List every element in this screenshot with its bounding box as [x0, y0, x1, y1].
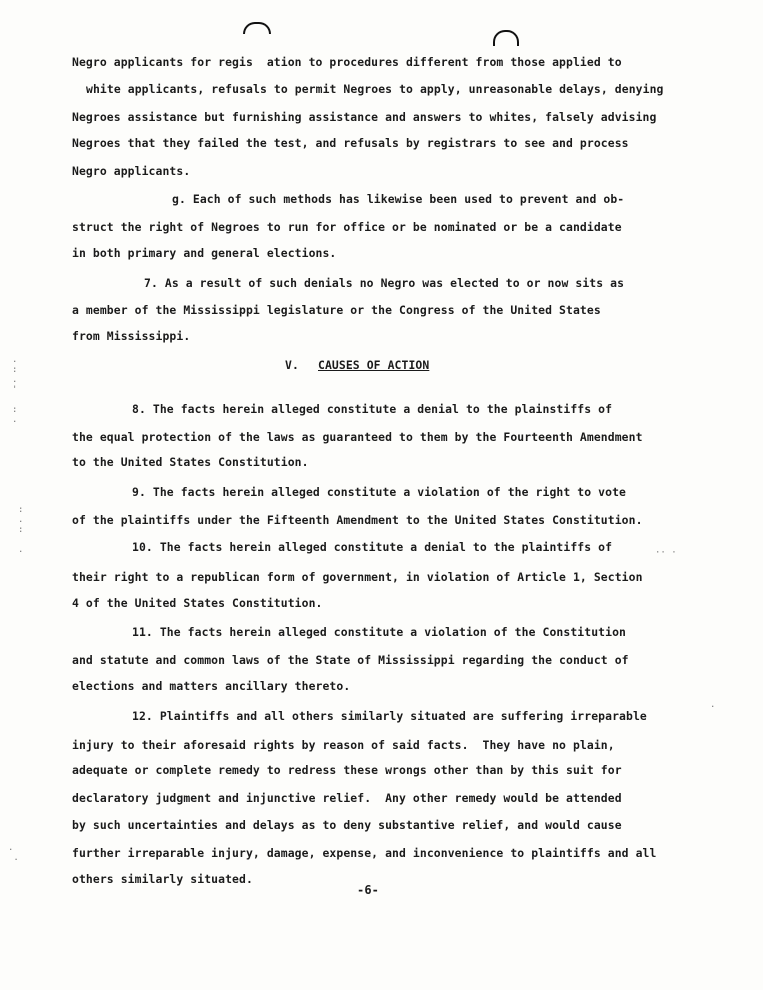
text-line: Negro applicants for regis ation to procedures different from those applied to: [72, 55, 622, 69]
text-line: 8. The facts herein alleged constitute a denial to the plainstiffs of: [132, 402, 613, 416]
text-line: from Mississippi.: [72, 329, 191, 343]
text-line: g. Each of such methods has likewise been used to prevent and ob-: [172, 192, 625, 206]
text-line: the equal protection of the laws as guaranteed to them by the Fourteenth Amendment: [72, 430, 643, 444]
scan-artifacts: . .: [8, 843, 19, 863]
scan-artifacts: . : . ' : .: [12, 355, 18, 425]
text-line: and statute and common laws of the State of Mississippi regarding the conduct of: [72, 653, 629, 667]
text-line: further irreparable injury, damage, expense, and inconvenience to plaintiffs and all: [72, 846, 657, 860]
text-line: 9. The facts herein alleged constitute a violation of the right to vote: [132, 485, 626, 499]
text-line: by such uncertainties and delays as to deny substantive relief, and would cause: [72, 818, 622, 832]
text-line: 12. Plaintiffs and all others similarly situated are suffering irreparable: [132, 709, 647, 723]
text-line: elections and matters ancillary thereto.: [72, 679, 351, 693]
text-line: adequate or complete remedy to redress these wrongs other than by this suit for: [72, 763, 622, 777]
page-number: -6-: [357, 883, 379, 897]
section-number: V.: [285, 358, 299, 372]
text-line: to the United States Constitution.: [72, 455, 309, 469]
text-line: 4 of the United States Constitution.: [72, 596, 323, 610]
text-line: their right to a republican form of government, in violation of Article 1, Section: [72, 570, 643, 584]
text-line: injury to their aforesaid rights by reason of said facts. They have no plain,: [72, 738, 615, 752]
text-line: struct the right of Negroes to run for office or be nominated or be a candidate: [72, 220, 622, 234]
scan-artifacts: ·· ·: [655, 548, 677, 558]
scan-artifacts: .: [710, 700, 716, 710]
text-line: a member of the Mississippi legislature or the Congress of the United States: [72, 303, 601, 317]
text-line: Negroes that they failed the test, and refusals by registrars to see and process: [72, 136, 629, 150]
binding-mark-left: [243, 22, 271, 34]
text-line: others similarly situated.: [72, 872, 253, 886]
text-line: 11. The facts herein alleged constitute a violation of the Constitution: [132, 625, 626, 639]
text-line: white applicants, refusals to permit Negroes to apply, unreasonable delays, denying: [86, 82, 664, 96]
scan-artifacts: : . : .: [18, 505, 24, 555]
text-line: Negroes assistance but furnishing assistance and answers to whites, falsely advising: [72, 110, 657, 124]
text-line: in both primary and general elections.: [72, 246, 337, 260]
text-line: of the plaintiffs under the Fifteenth Amendment to the United States Constitution.: [72, 513, 643, 527]
text-line: declaratory judgment and injunctive relief. Any other remedy would be attended: [72, 791, 622, 805]
text-line: 7. As a result of such denials no Negro was elected to or now sits as: [144, 276, 625, 290]
binding-mark-right: [493, 30, 519, 46]
text-line: 10. The facts herein alleged constitute a denial to the plaintiffs of: [132, 540, 613, 554]
text-line: Negro applicants.: [72, 164, 191, 178]
section-title: CAUSES OF ACTION: [318, 358, 430, 372]
